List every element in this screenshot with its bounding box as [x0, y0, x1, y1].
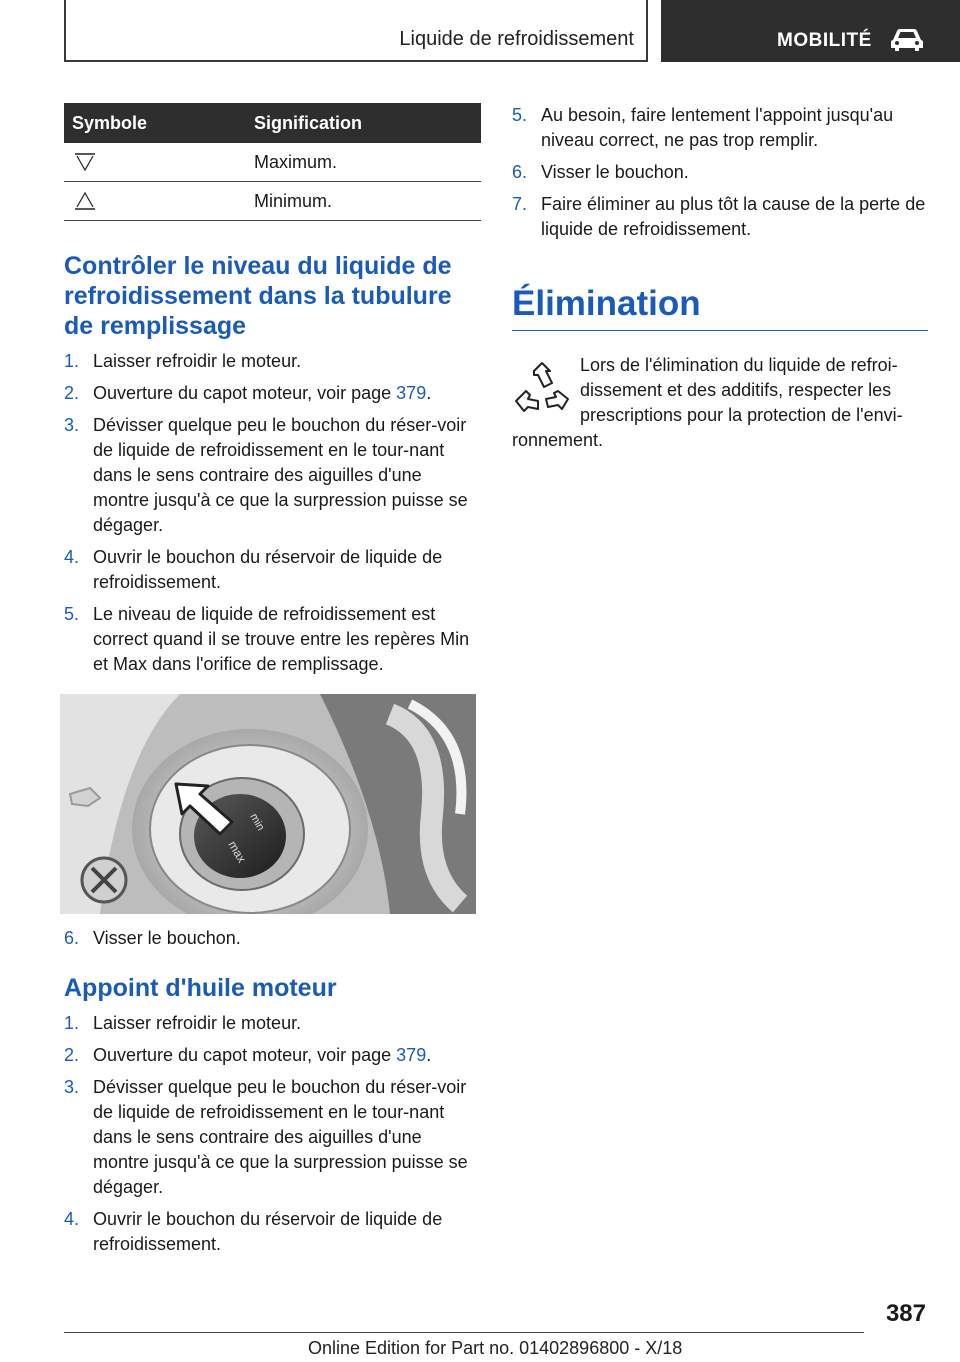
page-link[interactable]: 379	[396, 1045, 427, 1065]
elimination-text: Lors de l'élimination du liquide de refroi-dissement et des additifs, respecter les prescriptions pour la protection de l'envi-ronnement.	[512, 355, 903, 450]
list-item: 6. Visser le bouchon.	[64, 928, 241, 948]
header-chapter-box	[64, 0, 648, 62]
list-item: 6. Visser le bouchon.	[512, 162, 689, 182]
list-item: 4. Ouvrir le bouchon du réservoir de liquide de refroidissement.	[64, 547, 443, 592]
right-column	[512, 103, 928, 453]
min-mark-icon	[74, 191, 96, 211]
list-item: 2. Ouverture du capot moteur, voir page 379.	[64, 1045, 432, 1065]
table-header-symbol: Symbole	[64, 103, 254, 143]
footer-edition: Online Edition for Part no. 01402896800 - X/18	[308, 1338, 683, 1358]
right-steps-list	[512, 103, 928, 242]
left-column	[64, 103, 481, 1264]
table-row	[64, 182, 481, 221]
list-item: 5. Au besoin, faire lentement l'appoint jusqu'au niveau correct, ne pas trop remplir.	[512, 105, 894, 150]
elimination-note	[512, 353, 928, 453]
chapter-title: Liquide de refroidissement	[399, 28, 634, 50]
list-item: 1. Laisser refroidir le moteur.	[64, 351, 302, 371]
check-steps-continued	[64, 926, 481, 951]
list-item: 4. Ouvrir le bouchon du réservoir de liquide de refroidissement.	[64, 1209, 443, 1254]
list-item: 1. Laisser refroidir le moteur.	[64, 1013, 302, 1033]
photo-label-max: max	[225, 838, 249, 866]
meaning-cell: Minimum.	[254, 182, 481, 221]
check-steps-list	[64, 349, 481, 677]
table-header-meaning: Signification	[254, 103, 481, 143]
list-item: 2. Ouverture du capot moteur, voir page 379.	[64, 383, 432, 403]
recycle-icon	[512, 361, 572, 417]
symbol-table	[64, 103, 481, 221]
list-item: 7. Faire éliminer au plus tôt la cause de la perte de liquide de refroidissement.	[512, 194, 926, 239]
max-mark-icon	[74, 152, 96, 172]
table-header-row	[64, 103, 481, 143]
elimination-title: Élimination	[512, 284, 701, 323]
section-divider	[512, 330, 928, 331]
check-section-title: Contrôler le niveau du liquide de refroidissement dans la tubulure de remplissage	[64, 252, 452, 340]
meaning-cell: Maximum.	[254, 143, 481, 182]
oil-section-title: Appoint d'huile moteur	[64, 974, 337, 1002]
photo-label-min: min	[247, 811, 267, 833]
page-link[interactable]: 379	[396, 383, 427, 403]
header-section-box	[661, 0, 960, 62]
footer-divider	[64, 1332, 864, 1333]
oil-steps-list	[64, 1011, 481, 1257]
table-row	[64, 143, 481, 182]
car-icon	[889, 26, 925, 52]
page-number: 387	[885, 1300, 926, 1327]
filler-neck-photo	[60, 694, 476, 914]
list-item: 3. Dévisser quelque peu le bouchon du réser-voir de liquide de refroidissement en le tour-nant dans le sens contraire des aiguilles d'une montre jusqu'à ce que la surpression puisse se dégager.	[64, 1077, 468, 1197]
list-item: 3. Dévisser quelque peu le bouchon du réser-voir de liquide de refroidissement en le tour-nant dans le sens contraire des aiguilles d'une montre jusqu'à ce que la surpression puisse se dégager.	[64, 415, 468, 535]
list-item: 5. Le niveau de liquide de refroidissement est correct quand il se trouve entre les repères Min et Max dans l'orifice de remplissage.	[64, 604, 470, 674]
section-title: MOBILITÉ	[777, 30, 872, 51]
